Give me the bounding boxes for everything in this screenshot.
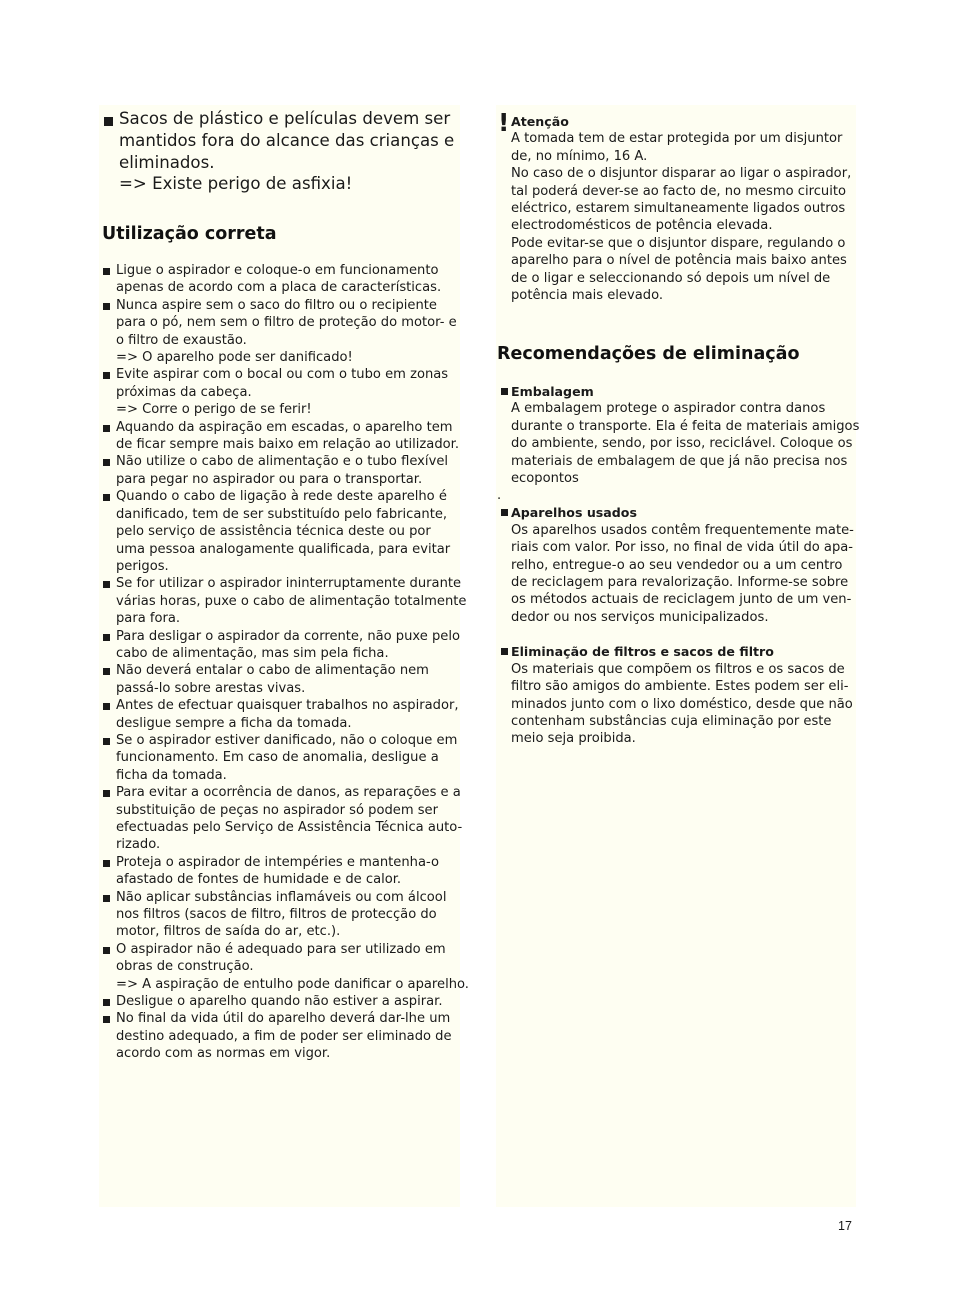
bullet-square-icon [103,372,110,379]
list-item-line: Não aplicar substâncias inflamáveis ou com álcool [116,889,447,905]
list-item-line: Para evitar a ocorrência de danos, as reparações e a [116,785,461,801]
intro-warning [102,108,460,195]
list-item-line: Quando o cabo de ligação à rede deste aparelho é [116,489,447,505]
safety-list-item [102,575,467,627]
list-item-line: substituição de peças no aspirador só podem ser [116,802,438,818]
attention-line: de o ligar e seleccionando só depois um nível de [511,270,831,286]
list-item-line: Não deverá entalar o cabo de alimentação nem [116,663,429,679]
bullet-square-icon [103,634,110,641]
list-item-line: cabo de alimentação, mas sim pela ficha. [116,645,389,661]
list-item-line: Ligue o aspirador e coloque-o em funcionamento [116,263,439,278]
safety-list-item [102,662,460,697]
bullet-square-icon [103,459,110,466]
exclamation-icon: ! [498,108,510,137]
safety-list-item [102,1010,460,1062]
list-item-line: obras de construção. [116,959,254,975]
disposal-section-filtros [497,643,856,747]
attention-line: eléctrico, estarem simultaneamente ligados outros [511,201,846,217]
bullet-square-icon [103,581,110,588]
safety-list-item [102,366,460,418]
bullet-square-icon [103,303,110,310]
page-number: 17 [838,1219,852,1233]
list-item-line: Não utilize o cabo de alimentação e o tubo flexível [116,454,449,470]
list-item-line: de ficar sempre mais baixo em relação ao utilizador. [116,437,459,453]
attention-title: Atenção [511,114,569,129]
list-item-line: Evite aspirar com o bocal ou com o tubo em zonas [116,367,449,383]
list-item-line: perigos. [116,558,169,574]
section-heading-eliminacao: Recomendações de eliminação [497,344,800,364]
list-item-line: Aquando da aspiração em escadas, o aparelho tem [116,419,453,435]
list-item-line: uma pessoa analogamente qualificada, para evitar [116,541,451,557]
list-item-line: nos filtros (sacos de filtro, filtros de protecção do [116,907,437,923]
list-item-line: Se o aspirador estiver danificado, não o coloque em [116,732,458,748]
disposal-list [497,383,860,748]
list-item-line: => Corre o perigo de se ferir! [116,402,312,418]
disposal-line: Os aparelhos usados contêm frequentemente mate- [511,522,854,538]
safety-list [102,262,469,1063]
list-item-line: o filtro de exaustão. [116,332,247,348]
disposal-section-title: Aparelhos usados [511,505,637,521]
disposal-line: durante o transporte. Ela é feita de materiais amigos [511,418,860,434]
disposal-line: dedor ou nos serviços municipalizados. [511,609,769,625]
list-item-line: Proteja o aspirador de intempéries e mantenha-o [116,854,439,870]
disposal-line: relho, entregue-o ao seu vendedor ou a um centro [511,557,843,573]
list-item-line: motor, filtros de saída do ar, etc.). [116,924,341,940]
list-item-line: O aspirador não é adequado para ser utilizado em [116,941,446,957]
bullet-square-icon [103,1016,110,1023]
safety-list-item [102,297,460,367]
list-item-line: Antes de efectuar quaisquer trabalhos no aspirador, [116,698,459,714]
list-item-line: => O aparelho pode ser danificado! [116,350,353,366]
right-column [496,105,860,1207]
left-column [99,105,469,1207]
safety-list-item [102,697,460,732]
disposal-section-embalagem [497,383,860,487]
attention-line: Pode evitar-se que o disjuntor dispare, regulando o [511,235,846,251]
list-item-line: próximas da cabeça. [116,384,252,400]
list-item-line: No final da vida útil do aparelho deverá dar-lhe um [116,1011,451,1027]
stray-dot: . [497,488,502,504]
list-item-line: desligue sempre a ficha da tomada. [116,715,352,731]
bullet-square-icon [501,388,508,395]
bullet-square-icon [103,947,110,954]
list-item-line: pelo serviço de assistência técnica deste ou por [116,524,431,540]
safety-list-item [102,628,460,663]
list-item-line: destino adequado, a fim de poder ser eliminado de [116,1028,452,1044]
safety-list-item [102,732,460,784]
attention-line: potência mais elevado. [511,288,664,304]
safety-list-item [102,854,460,889]
safety-list-item [102,262,460,297]
attention-line: A tomada tem de estar protegida por um disjuntor [511,131,843,147]
list-item-line: funcionamento. Em caso de anomalia, desligue a [116,750,439,766]
bullet-square-icon [501,509,508,516]
safety-list-item [102,889,460,941]
list-item-line: apenas de acordo com a placa de características. [116,280,442,296]
list-item-line: Para desligar o aspirador da corrente, não puxe pelo [116,628,460,644]
list-item-line: várias horas, puxe o cabo de alimentação totalmente [116,593,467,609]
bullet-square-icon [103,703,110,710]
attention-line: No caso de o disjuntor disparar ao ligar o aspirador, [511,166,852,182]
disposal-line: materiais de embalagem de que já não precisa nos [511,453,848,469]
intro-line: mantidos fora do alcance das crianças e [119,130,455,150]
list-item-line: Nunca aspire sem o saco do filtro ou o recipiente [116,297,437,313]
bullet-square-icon [104,117,113,126]
bullet-square-icon [103,790,110,797]
bullet-square-icon [103,494,110,501]
bullet-square-icon [103,738,110,745]
list-item-line: ficha da tomada. [116,767,227,783]
disposal-line: minados junto com o lixo doméstico, desde que não [511,696,853,712]
attention-line: tal poderá dever-se ao facto de, no mesmo circuito [511,183,846,199]
safety-list-item [102,784,463,854]
list-item-line: efectuadas pelo Serviço de Assistência Técnica auto- [116,820,463,835]
attention-line: de, no mínimo, 16 A. [511,148,648,164]
disposal-line: ecopontos [511,471,579,487]
disposal-line: contenham substâncias cuja eliminação por este [511,713,832,729]
disposal-line: A embalagem protege o aspirador contra danos [511,401,826,417]
safety-list-item [102,993,460,1010]
bullet-square-icon [103,425,110,432]
list-item-line: danificado, tem de ser substituído pelo fabricante, [116,506,448,522]
list-item-line: => A aspiração de entulho pode danificar o aparelho. [116,976,469,992]
disposal-section-aparelhos-usados [497,504,856,626]
disposal-line: riais com valor. Por isso, no final de vida útil do apa- [511,540,854,556]
intro-line: eliminados. [119,152,215,172]
intro-line: Sacos de plástico e películas devem ser [119,109,451,128]
disposal-line: do ambiente, sendo, por isso, reciclável. Coloque os [511,436,853,452]
disposal-section-title: Embalagem [511,384,594,399]
disposal-line: filtro são amigos do ambiente. Estes podem ser eli- [511,679,849,695]
list-item-line: Desligue o aparelho quando não estiver a aspirar. [116,994,443,1010]
section-heading-utilizacao: Utilização correta [102,224,277,244]
list-item-line: para fora. [116,611,181,627]
bullet-square-icon [103,668,110,675]
disposal-section-title: Eliminação de filtros e sacos de filtro [511,644,774,660]
safety-list-item [102,453,460,488]
attention-line: electrodomésticos de potência elevada. [511,218,773,234]
bullet-square-icon [103,268,110,275]
intro-line: => Existe perigo de asfixia! [119,174,353,194]
list-item-line: afastado de fontes de humidade e de calor. [116,872,402,888]
list-item-line: para pegar no aspirador ou para o transportar. [116,471,423,487]
list-item-line: passá-lo sobre arestas vivas. [116,680,306,696]
disposal-line: os métodos actuais de reciclagem junto de um ven- [511,592,852,608]
safety-list-item [102,488,460,575]
bullet-square-icon [501,648,508,655]
list-item-line: para o pó, nem sem o filtro de proteção do motor- e [116,315,457,331]
bullet-square-icon [103,895,110,902]
attention-line: aparelho para o nível de potência mais baixo antes [511,253,847,269]
safety-list-item [102,941,469,993]
disposal-line: meio seja proibida. [511,731,636,747]
bullet-square-icon [103,999,110,1006]
attention-box [497,108,852,304]
list-item-line: acordo com as normas em vigor. [116,1046,331,1062]
bullet-square-icon [103,860,110,867]
list-item-line: rizado. [116,837,161,853]
list-item-line: Se for utilizar o aspirador ininterruptamente durante [116,576,462,592]
safety-list-item [102,419,460,454]
disposal-line: de reciclagem para revalorização. Informe-se sobre [511,575,849,591]
disposal-line: Os materiais que compõem os filtros e os sacos de [511,661,845,677]
